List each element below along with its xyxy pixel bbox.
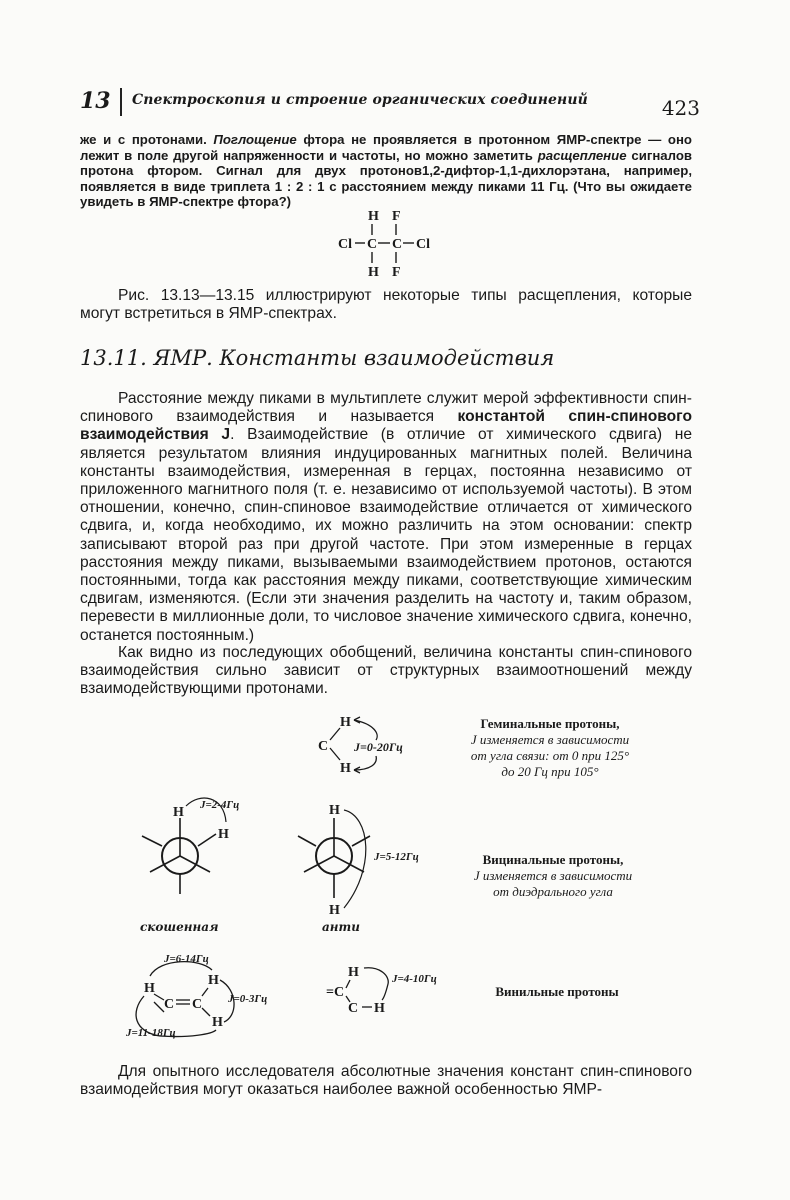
alkene-h-tr: H — [208, 973, 219, 988]
formula-f-top: F — [392, 209, 401, 224]
alkene-j-top: J=6-14Гц — [164, 953, 209, 965]
p1-term: константой спин-спинового взаимодействия J — [80, 408, 692, 444]
body-paragraph-1 — [80, 390, 692, 645]
formula-c2: C — [392, 237, 403, 252]
alkene-j-bottom: J=11-18Гц — [126, 1027, 176, 1039]
alkene-c1: C — [164, 997, 175, 1012]
vinyl-diagram — [320, 960, 450, 1020]
intro-em-a: Поглощение — [213, 132, 297, 147]
gauche-caption: скошенная — [140, 920, 219, 934]
geminal-line1: J изменяется в зависимости — [470, 732, 630, 747]
gauche-h1: H — [173, 805, 184, 820]
section-number: 13.11. — [80, 346, 147, 370]
intro-text-a: же и с протонами. — [80, 132, 214, 147]
intro-text-c: сигналов протона фтором. Сигнал для двух протонов1,2-дифтор-1,1-дихлорэтана, например, появляется в виде триплета 1 : 2 : 1 с расстоянием между пиками 11 Гц. (Что вы ожидаете увидеть в ЯМР-спектре фтора?) — [80, 147, 692, 209]
geminal-h-top: H — [340, 715, 351, 730]
intro-paragraph — [80, 132, 692, 210]
formula-bonds — [355, 224, 414, 263]
body-paragraph-3: Для опытного исследователя абсолютные значения констант спин-спинового взаимодействия могут оказаться наиболее важной особенностью ЯМР- — [80, 1063, 692, 1099]
anti-h1: H — [329, 803, 340, 818]
formula-h-bottom: H — [368, 265, 379, 280]
vicinal-title: Вицинальные протоны, — [482, 852, 624, 867]
vinyl-c1: =C — [326, 985, 345, 1000]
anti-j: J=5-12Гц — [374, 851, 419, 863]
p1-text-b: . Взаимодействие (в отличие от химического сдвига) не является результатом влияния индуцированных магнитных полей. Величина константы взаимодействия, измеренная в герцах, постоянна независимо от приложенного магнитного поля (т. е. независимо от используемой частоты). В этом отношении, конечно, спин-спиновое взаимодействие отличается от химического сдвига, и, когда необходимо, их можно различить на этом основании: спектр записывают второй раз при другой частоте. При этом измеренные в герцах расстояния между пиками, вызываемыми взаимодействием протонов, остаются постоянными, тогда как расстояния между пиками, соответствующие химическим сдвигам, изменяются. (Если эти значения разделить на частоту и, таким образом, перевести в миллионные доли, то числовое значение химического сдвига, конечно, останется постоянным.) — [80, 426, 692, 644]
section-heading — [80, 346, 554, 370]
geminal-line3: до 20 Гц при 105° — [501, 764, 599, 779]
geminal-c: C — [318, 739, 329, 754]
formula-c1: C — [367, 237, 378, 252]
vinyl-title: Винильные протоны — [495, 984, 619, 999]
geminal-line2: от угла связи: от 0 при 125° — [470, 748, 630, 763]
geminal-j: J=0-20Гц — [354, 740, 403, 754]
formula-f-bottom: F — [392, 265, 401, 280]
chapter-number: 13 — [80, 88, 111, 114]
anti-newman-diagram — [290, 798, 440, 923]
vinyl-arrow — [364, 968, 388, 1000]
page-header — [80, 88, 700, 124]
geminal-title: Геминальные протоны, — [480, 716, 620, 731]
vinyl-j: J=4-10Гц — [392, 973, 437, 985]
page-number: 423 — [661, 96, 700, 120]
header-divider — [120, 88, 122, 116]
alkene-h-br: H — [212, 1015, 223, 1030]
alkene-j-right: J=0-3Гц — [228, 993, 268, 1005]
vinyl-c2: C — [348, 1001, 359, 1016]
intro-em-b: расщепление — [537, 147, 627, 163]
vicinal-line1: J изменяется в зависимости — [473, 868, 633, 883]
formula-cl-right: Cl — [416, 237, 430, 252]
gauche-j: J=2-4Гц — [200, 799, 240, 811]
chapter-title: Спектроскопия и строение органических соединений — [132, 92, 588, 108]
body-paragraph-2: Как видно из последующих обобщений, величина константы спин-спинового взаимодействия сильно зависит от структурных взаимоотношений между взаимодействующими протонами. — [80, 644, 692, 698]
formula-cl-left: Cl — [338, 237, 352, 252]
geminal-arrow-top — [354, 720, 377, 740]
figure-reference: Рис. 13.13—13.15 иллюстрируют некоторые типы расщепления, которые могут встретиться в ЯМР-спектрах. — [80, 287, 692, 323]
alkene-h-tl: H — [144, 981, 155, 996]
p1-text-a: Расстояние между пиками в мультиплете служит мерой эффективности спин-спинового взаимодействия и называется — [80, 390, 692, 426]
alkene-c2: C — [192, 997, 203, 1012]
gauche-newman-diagram — [128, 788, 248, 918]
geminal-label — [440, 716, 660, 780]
anti-arrow — [344, 810, 366, 908]
gauche-h2: H — [218, 827, 229, 842]
vinyl-h-top: H — [348, 965, 359, 980]
anti-h2: H — [329, 903, 340, 918]
vicinal-label — [448, 852, 658, 900]
geminal-h-bottom: H — [340, 761, 351, 776]
section-title: ЯМР. Константы взаимодействия — [153, 346, 555, 370]
intro-text-b: фтора не проявляется в протонном ЯМР-спектре — оно лежит в поле другой напряженности и частоты, но можно заметить — [80, 132, 692, 163]
alkene-diagram — [120, 950, 290, 1045]
vicinal-line2: от диэдрального угла — [493, 884, 613, 899]
anti-caption: анти — [322, 920, 360, 934]
formula-h-top: H — [368, 209, 379, 224]
vinyl-h-bottom: H — [374, 1001, 385, 1016]
geminal-diagram — [310, 710, 440, 780]
dichloro-difluoroethane-structure — [330, 208, 440, 280]
